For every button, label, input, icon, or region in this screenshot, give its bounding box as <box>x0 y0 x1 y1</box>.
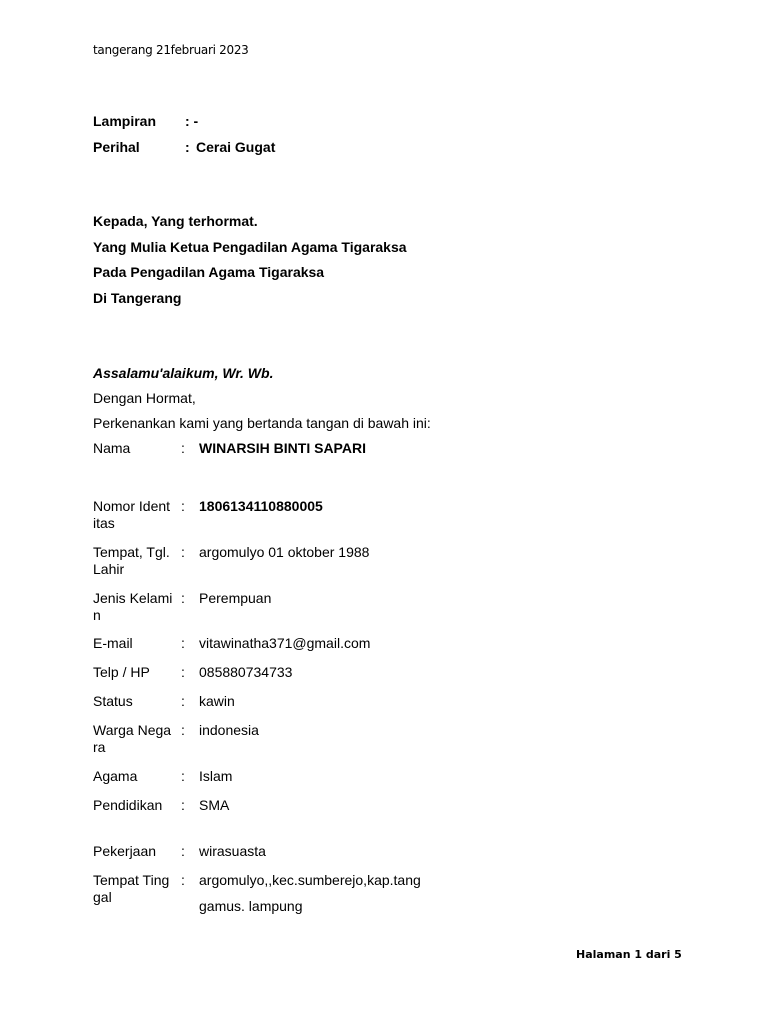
identity-value-line: gamus. lampung <box>199 898 303 914</box>
identity-label: Tempat Tinggal <box>93 872 170 905</box>
identity-label: Tempat, Tgl. Lahir <box>93 544 170 577</box>
identity-label: Warga Negara <box>93 722 172 755</box>
date-line: tangerang 21februari 2023 <box>93 43 249 57</box>
identity-value: 085880734733 <box>199 664 293 680</box>
identity-value: 1806134110880005 <box>199 498 323 514</box>
identity-colon: : <box>181 768 185 784</box>
identity-value: Perempuan <box>199 590 272 606</box>
subject-colon: : <box>185 139 190 155</box>
identity-value: WINARSIH BINTI SAPARI <box>199 440 366 456</box>
identity-colon: : <box>181 440 185 456</box>
identity-colon: : <box>181 544 185 560</box>
identity-label: Nama <box>93 440 131 456</box>
identity-value: indonesia <box>199 722 259 738</box>
identity-colon: : <box>181 664 185 680</box>
identity-colon: : <box>181 843 185 859</box>
identity-colon: : <box>181 797 185 813</box>
attachment-value: : - <box>185 113 199 129</box>
intro-text: Perkenankan kami yang bertanda tangan di bawah ini: <box>93 415 431 431</box>
opening-text: Dengan Hormat, <box>93 390 196 406</box>
identity-value: kawin <box>199 693 235 709</box>
identity-label: E-mail <box>93 635 133 651</box>
identity-value: Islam <box>199 768 233 784</box>
identity-label: Status <box>93 693 133 709</box>
identity-value-line: argomulyo,,kec.sumberejo,kap.tang <box>199 872 421 888</box>
identity-value: SMA <box>199 797 230 813</box>
subject-value: Cerai Gugat <box>196 139 276 155</box>
identity-label: Pekerjaan <box>93 843 157 859</box>
identity-label: Agama <box>93 768 138 784</box>
greeting: Assalamu'alaikum, Wr. Wb. <box>93 365 274 381</box>
address-line-2: Yang Mulia Ketua Pengadilan Agama Tigaraksa <box>93 239 407 255</box>
identity-colon: : <box>181 635 185 651</box>
identity-colon: : <box>181 693 185 709</box>
address-line-1: Kepada, Yang terhormat. <box>93 213 258 229</box>
identity-label: Nomor Identitas <box>93 498 171 531</box>
identity-label: Pendidikan <box>93 797 163 813</box>
identity-colon: : <box>181 498 185 514</box>
identity-value: vitawinatha371@gmail.com <box>199 635 371 651</box>
identity-colon: : <box>181 722 185 738</box>
identity-label: Telp / HP <box>93 664 150 680</box>
identity-colon: : <box>181 590 185 606</box>
page-number: Halaman 1 dari 5 <box>576 948 682 961</box>
identity-value: wirasuasta <box>199 843 266 859</box>
subject-label: Perihal <box>93 139 140 155</box>
address-line-3: Pada Pengadilan Agama Tigaraksa <box>93 264 325 280</box>
identity-colon: : <box>181 872 185 888</box>
attachment-label: Lampiran <box>93 113 157 129</box>
identity-label: Jenis Kelamin <box>93 590 173 623</box>
address-line-4: Di Tangerang <box>93 290 182 306</box>
identity-value: argomulyo 01 oktober 1988 <box>199 544 370 560</box>
